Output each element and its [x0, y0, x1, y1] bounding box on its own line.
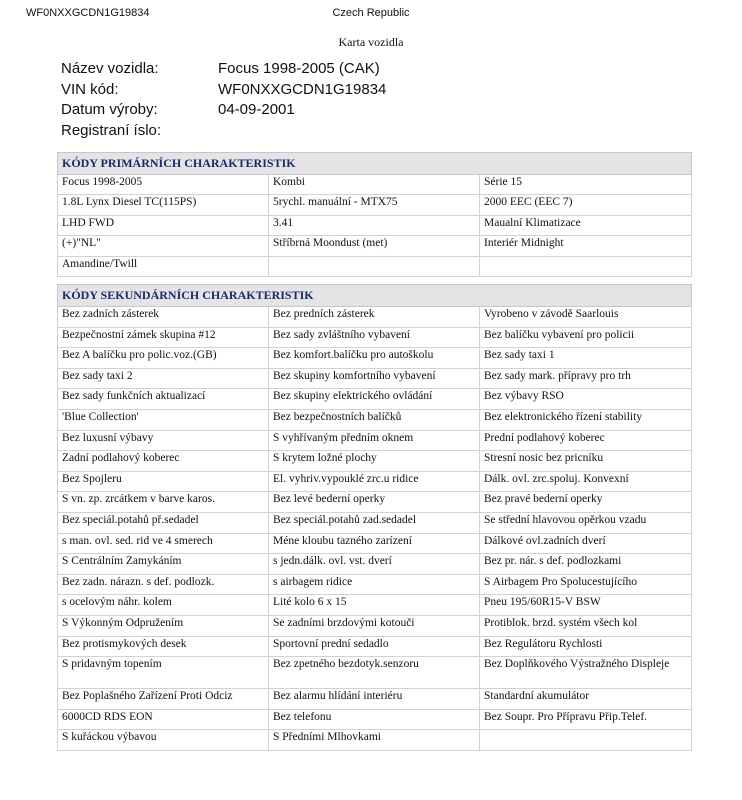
primary-heading-row	[58, 153, 692, 175]
secondary-table-row	[58, 512, 692, 533]
primary-table-cell: (+)"NL"	[58, 236, 269, 256]
production-date-label: Datum výroby:	[61, 101, 158, 118]
secondary-table-row	[58, 730, 692, 751]
secondary-table-cell: Se střední hlavovou opěrkou vzadu	[480, 512, 692, 533]
secondary-table-cell: Prední podlahový koberec	[480, 430, 692, 451]
primary-table-row	[58, 236, 692, 256]
secondary-table-row	[58, 430, 692, 451]
secondary-table-row	[58, 348, 692, 369]
secondary-table-cell: Bez zadních zásterek	[58, 307, 269, 328]
secondary-table-cell: Bez skupiny elektrického ovládání	[269, 389, 480, 410]
secondary-table-cell: Dálkové ovl.zadních dverí	[480, 533, 692, 554]
production-date-row	[61, 100, 386, 121]
vin-value: WF0NXXGCDN1G19834	[218, 80, 387, 98]
secondary-table-cell: S pridavným topením	[58, 657, 269, 689]
secondary-table-cell: s man. ovl. sed. rid ve 4 smerech	[58, 533, 269, 554]
secondary-table-row	[58, 451, 692, 472]
secondary-table-cell	[480, 730, 692, 751]
vehicle-name-value: Focus 1998-2005 (CAK)	[218, 60, 380, 77]
secondary-table-cell: Bez Poplašného Zařízení Proti Odciz	[58, 689, 269, 710]
secondary-table-cell: S kuřáckou výbavou	[58, 730, 269, 751]
primary-table-cell: 3.41	[269, 215, 480, 235]
secondary-table-row	[58, 389, 692, 410]
secondary-table-row	[58, 554, 692, 575]
secondary-table-cell: Bez pravé bederní operky	[480, 492, 692, 513]
secondary-table-cell: Bez Regulátoru Rychlosti	[480, 636, 692, 657]
primary-table-cell: Stříbrná Moondust (met)	[269, 236, 480, 256]
primary-table-cell: 5rychl. manuální - MTX75	[269, 195, 480, 215]
secondary-table-cell: Pneu 195/60R15-V BSW	[480, 595, 692, 616]
vehicle-info	[61, 59, 386, 141]
secondary-table-row	[58, 327, 692, 348]
secondary-table-cell: Bez speciál.potahů př.sedadel	[58, 512, 269, 533]
secondary-table-cell: Standardní akumulátor	[480, 689, 692, 710]
primary-table-row	[58, 215, 692, 235]
secondary-table-cell: Bez komfort.balíčku pro autoškolu	[269, 348, 480, 369]
secondary-table-cell: Bez pr. nár. s def. podlozkami	[480, 554, 692, 575]
primary-table-cell: Kombi	[269, 175, 480, 195]
secondary-table-cell: s ocelovým náhr. kolem	[58, 595, 269, 616]
secondary-table-cell: 6000CD RDS EON	[58, 709, 269, 730]
vin-row	[61, 80, 386, 101]
secondary-table-cell: S Výkonným Odpružením	[58, 615, 269, 636]
secondary-table-cell: s jedn.dálk. ovl. vst. dverí	[269, 554, 480, 575]
primary-table-cell: Série 15	[480, 175, 692, 195]
secondary-characteristics-table	[57, 284, 692, 751]
secondary-table-cell: Bez sady taxi 1	[480, 348, 692, 369]
vehicle-name-label: Název vozidla:	[61, 60, 159, 77]
secondary-table-cell: Bez levé bederní operky	[269, 492, 480, 513]
secondary-table-cell: Bez A balíčku pro polic.voz.(GB)	[58, 348, 269, 369]
secondary-table-cell: Dálk. ovl. zrc.spoluj. Konvexní	[480, 471, 692, 492]
secondary-table-cell: Protiblok. brzd. systém všech kol	[480, 615, 692, 636]
primary-table-cell: Focus 1998-2005	[58, 175, 269, 195]
secondary-table-cell: Sportovní prední sedadlo	[269, 636, 480, 657]
secondary-table-cell: Stresní nosic bez pricníku	[480, 451, 692, 472]
primary-characteristics-table	[57, 152, 692, 277]
secondary-table-cell: S Centrálním Zamykáním	[58, 554, 269, 575]
secondary-table-row	[58, 492, 692, 513]
secondary-table-row	[58, 615, 692, 636]
secondary-table-row	[58, 574, 692, 595]
primary-table-cell: Interiér Midnight	[480, 236, 692, 256]
header-vin: WF0NXXGCDN1G19834	[26, 7, 150, 19]
primary-table-cell: Amandine/Twill	[58, 256, 269, 276]
secondary-table-cell: Bez zpetného bezdotyk.senzoru	[269, 657, 480, 689]
secondary-heading: KÓDY SEKUNDÁRNÍCH CHARAKTERISTIK	[58, 285, 692, 307]
secondary-table-cell: Bez Soupr. Pro Přípravu Přip.Telef.	[480, 709, 692, 730]
secondary-table-row	[58, 368, 692, 389]
secondary-table-cell: Bez skupiny komfortního vybavení	[269, 368, 480, 389]
secondary-table-cell: Bez protismykových desek	[58, 636, 269, 657]
secondary-table-row	[58, 709, 692, 730]
primary-table-cell	[480, 256, 692, 276]
secondary-table-cell: Zadní podlahový koberec	[58, 451, 269, 472]
secondary-table-cell: S vn. zp. zrcátkem v barve karos.	[58, 492, 269, 513]
primary-table-row	[58, 195, 692, 215]
secondary-table-row	[58, 689, 692, 710]
primary-table-cell: 1.8L Lynx Diesel TC(115PS)	[58, 195, 269, 215]
registration-label: Registraní íslo:	[61, 121, 162, 139]
secondary-table-cell: Bez zadn. nárazn. s def. podlozk.	[58, 574, 269, 595]
header-country: Czech Republic	[332, 7, 410, 19]
primary-table-cell: Maualní Klimatizace	[480, 215, 692, 235]
vin-label: VIN kód:	[61, 80, 119, 98]
secondary-table-cell: Se zadními brzdovými kotouči	[269, 615, 480, 636]
secondary-table-row	[58, 471, 692, 492]
primary-table-row	[58, 256, 692, 276]
secondary-table-row	[58, 307, 692, 328]
secondary-table-row	[58, 595, 692, 616]
secondary-table-cell: s airbagem ridice	[269, 574, 480, 595]
secondary-table-cell: Bez sady mark. přípravy pro trh	[480, 368, 692, 389]
secondary-table-cell: Vyrobeno v závodě Saarlouis	[480, 307, 692, 328]
registration-row	[61, 121, 386, 142]
secondary-table-cell: Bezpečnostní zámek skupina #12	[58, 327, 269, 348]
secondary-table-cell: Bez elektronického řízení stability	[480, 409, 692, 430]
primary-heading: KÓDY PRIMÁRNÍCH CHARAKTERISTIK	[58, 153, 692, 175]
secondary-heading-row	[58, 285, 692, 307]
secondary-table-cell: Bez alarmu hlídání interiéru	[269, 689, 480, 710]
secondary-table-cell: Bez Spojleru	[58, 471, 269, 492]
secondary-table-cell: Bez balíčku vybavení pro policii	[480, 327, 692, 348]
primary-table-cell: 2000 EEC (EEC 7)	[480, 195, 692, 215]
secondary-table-row	[58, 657, 692, 689]
secondary-table-cell: Bez luxusní výbavy	[58, 430, 269, 451]
secondary-table-cell: Bez Doplňkového Výstražného Displeje	[480, 657, 692, 689]
secondary-table-cell: Bez predních zásterek	[269, 307, 480, 328]
secondary-table-cell: S krytem ložné plochy	[269, 451, 480, 472]
vehicle-name-row	[61, 59, 386, 80]
secondary-table-cell: S Airbagem Pro Spolucestujícího	[480, 574, 692, 595]
document-title: Karta vozidla	[338, 35, 404, 49]
secondary-table-cell: Lité kolo 6 x 15	[269, 595, 480, 616]
secondary-table-cell: Bez speciál.potahů zad.sedadel	[269, 512, 480, 533]
primary-table-cell: LHD FWD	[58, 215, 269, 235]
secondary-table-cell: S Předními Mlhovkami	[269, 730, 480, 751]
secondary-table-cell: El. vyhriv.vypouklé zrc.u ridice	[269, 471, 480, 492]
secondary-table-cell: Bez telefonu	[269, 709, 480, 730]
secondary-table-cell: Bez výbavy RSO	[480, 389, 692, 410]
secondary-table-cell: Bez sady funkčních aktualizací	[58, 389, 269, 410]
secondary-table-cell: Bez bezpečnostních balíčků	[269, 409, 480, 430]
secondary-table-cell: 'Blue Collection'	[58, 409, 269, 430]
production-date-value: 04-09-2001	[218, 101, 295, 118]
secondary-table-cell: Bez sady taxi 2	[58, 368, 269, 389]
secondary-table-cell: S vyhřívaným předním oknem	[269, 430, 480, 451]
secondary-table-cell: Bez sady zvláštního vybavení	[269, 327, 480, 348]
primary-table-row	[58, 175, 692, 195]
primary-table-cell	[269, 256, 480, 276]
secondary-table-row	[58, 409, 692, 430]
secondary-table-row	[58, 533, 692, 554]
secondary-table-cell: Méne kloubu tazného zarízení	[269, 533, 480, 554]
secondary-table-row	[58, 636, 692, 657]
